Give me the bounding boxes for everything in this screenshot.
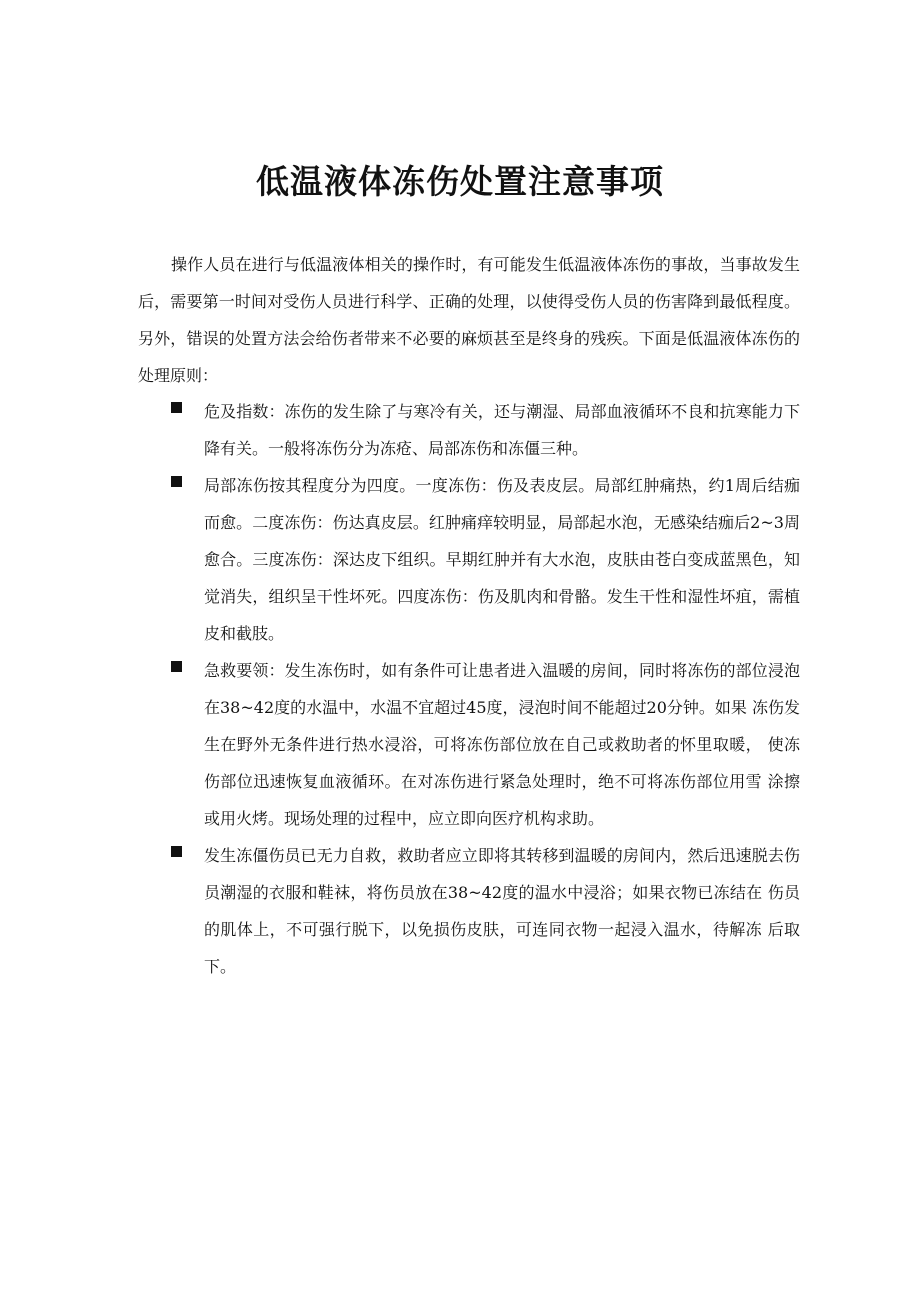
square-bullet-icon [171, 402, 182, 413]
principles-list [0, 393, 920, 985]
list-item-text: 发生冻僵伤员已无力自救，救助者应立即将其转移到温暖的房间内，然后迅速脱去伤员潮湿的衣服和鞋袜，将伤员放在38~42度的温水中浸浴；如果衣物已冻结在 伤员的肌体上，不可强行脱下，以免损伤皮肤，可连同衣物一起浸入温水，待解冻 后取下。 [204, 846, 800, 976]
square-bullet-icon [171, 661, 182, 672]
list-item-text: 局部冻伤按其程度分为四度。一度冻伤：伤及表皮层。局部红肿痛热，约1周后结痂而愈。二度冻伤：伤达真皮层。红肿痛痒较明显，局部起水泡，无感染结痂后2~3周愈合。三度冻伤：深达皮下组织。早期红肿并有大水泡，皮肤由苍白变成蓝黑色，知觉消失，组织呈干性坏死。四度冻伤：伤及肌肉和骨骼。发生干性和湿性坏疽，需植皮和截肢。 [204, 476, 800, 643]
list-item [0, 467, 800, 652]
list-item-text: 急救要领：发生冻伤时，如有条件可让患者进入温暖的房间，同时将冻伤的部位浸泡在38~42度的水温中，水温不宜超过45度，浸泡时间不能超过20分钟。如果 冻伤发生在野外无条件进行热水浸浴，可将冻伤部位放在自己或救助者的怀里取暖， 使冻伤部位迅速恢复血液循环。在对冻伤进行紧急处理时，绝不可将冻伤部位用雪 涂擦或用火烤。现场处理的过程中，应立即向医疗机构求助。 [204, 661, 800, 828]
list-item [0, 837, 800, 985]
square-bullet-icon [171, 476, 182, 487]
intro-paragraph: 操作人员在进行与低温液体相关的操作时，有可能发生低温液体冻伤的事故，当事故发生后，需要第一时间对受伤人员进行科学、正确的处理，以使得受伤人员的伤害降到最低程度。另外，错误的处置方法会给伤者带来不必要的麻烦甚至是终身的残疾。下面是低温液体冻伤的处理原则： [138, 255, 800, 385]
square-bullet-icon [171, 846, 182, 857]
page-title: 低温液体冻伤处置注意事项 [256, 162, 664, 201]
list-item [0, 652, 800, 837]
list-item [0, 393, 800, 467]
list-item-text: 危及指数：冻伤的发生除了与寒冷有关，还与潮湿、局部血液循环不良和抗寒能力下降有关。一般将冻伤分为冻疮、局部冻伤和冻僵三种。 [204, 402, 800, 458]
